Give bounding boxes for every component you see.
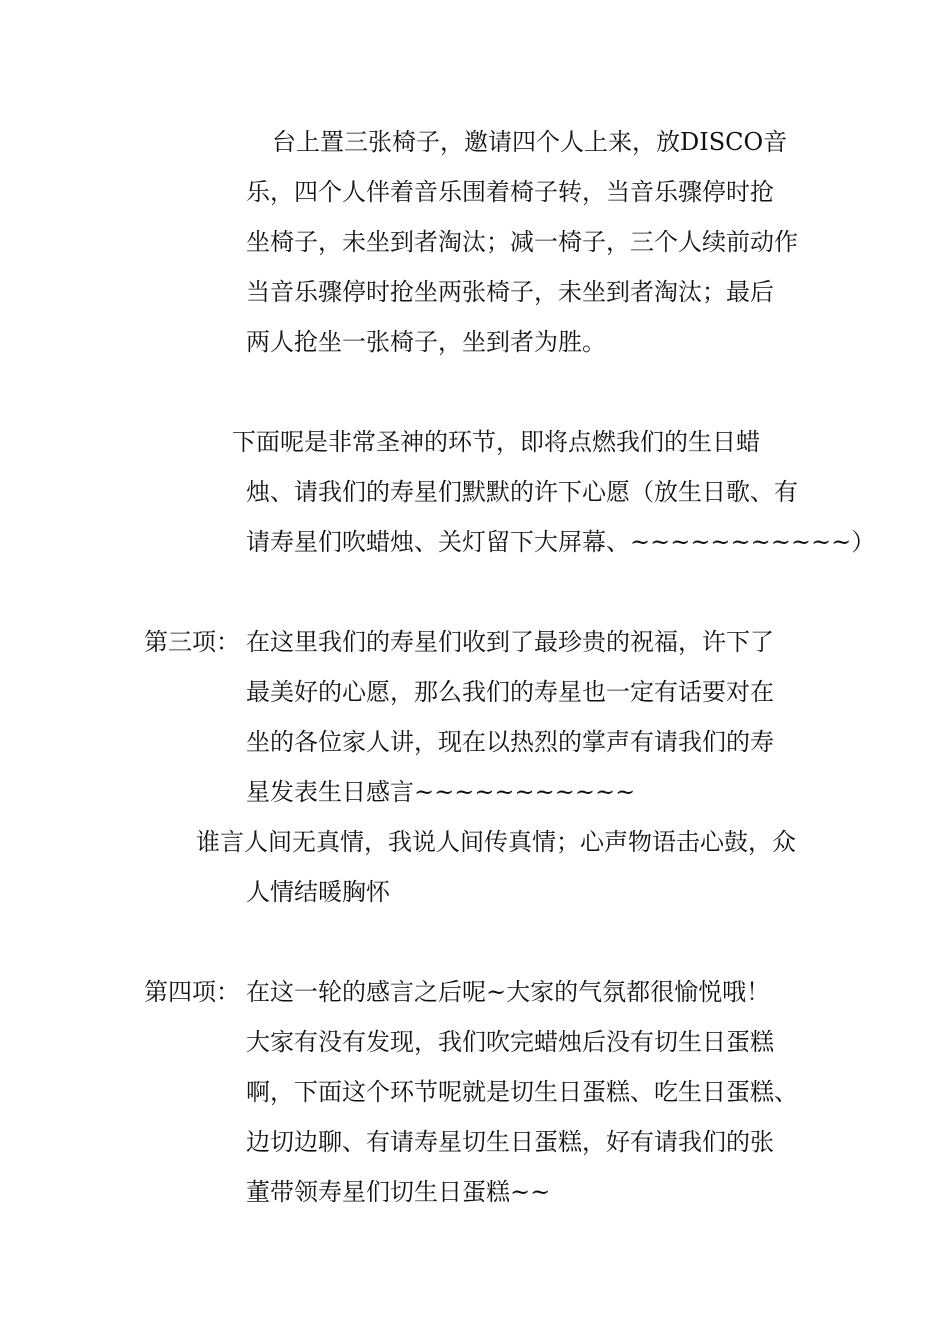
section-4-line-1: 在这一轮的感言之后呢~大家的气氛都很愉悦哦！	[246, 978, 771, 1006]
paragraph-1-line-1: 台上置三张椅子，邀请四个人上来，放DISCO音	[272, 128, 788, 156]
section-3-line-1: 在这里我们的寿星们收到了最珍贵的祝福，许下了	[246, 628, 774, 656]
section-4-label: 第四项：	[144, 978, 240, 1006]
paragraph-1-line-3: 坐椅子，未坐到者淘汰；减一椅子，三个人续前动作	[246, 228, 798, 256]
paragraph-2-line-3: 请寿星们吹蜡烛、关灯留下大屏幕、~~~~~~~~~~~）	[246, 528, 876, 556]
section-3-line-3: 坐的各位家人讲，现在以热烈的掌声有请我们的寿	[246, 728, 774, 756]
section-4-line-5: 董带领寿星们切生日蛋糕~~	[246, 1178, 551, 1206]
section-4-line-4: 边切边聊、有请寿星切生日蛋糕，好有请我们的张	[246, 1128, 774, 1156]
section-4-line-3: 啊，下面这个环节呢就是切生日蛋糕、吃生日蛋糕、	[246, 1078, 798, 1106]
section-3-label: 第三项：	[144, 628, 240, 656]
poem-line-2: 人情结暖胸怀	[246, 878, 390, 906]
paragraph-1-line-4: 当音乐骤停时抢坐两张椅子，未坐到者淘汰；最后	[246, 278, 774, 306]
section-4-line-2: 大家有没有发现，我们吹完蜡烛后没有切生日蛋糕	[246, 1028, 774, 1056]
section-3-line-2: 最美好的心愿，那么我们的寿星也一定有话要对在	[246, 678, 774, 706]
paragraph-2-line-2: 烛、请我们的寿星们默默的许下心愿（放生日歌、有	[246, 478, 798, 506]
section-3-line-4: 星发表生日感言~~~~~~~~~~~	[246, 778, 636, 806]
poem-line-1: 谁言人间无真情，我说人间传真情；心声物语击心鼓，众	[196, 828, 796, 856]
paragraph-1-line-5: 两人抢坐一张椅子，坐到者为胜。	[246, 328, 606, 356]
paragraph-1-line-2: 乐，四个人伴着音乐围着椅子转，当音乐骤停时抢	[246, 178, 774, 206]
paragraph-2-line-1: 下面呢是非常圣神的环节，即将点燃我们的生日蜡	[232, 428, 760, 456]
